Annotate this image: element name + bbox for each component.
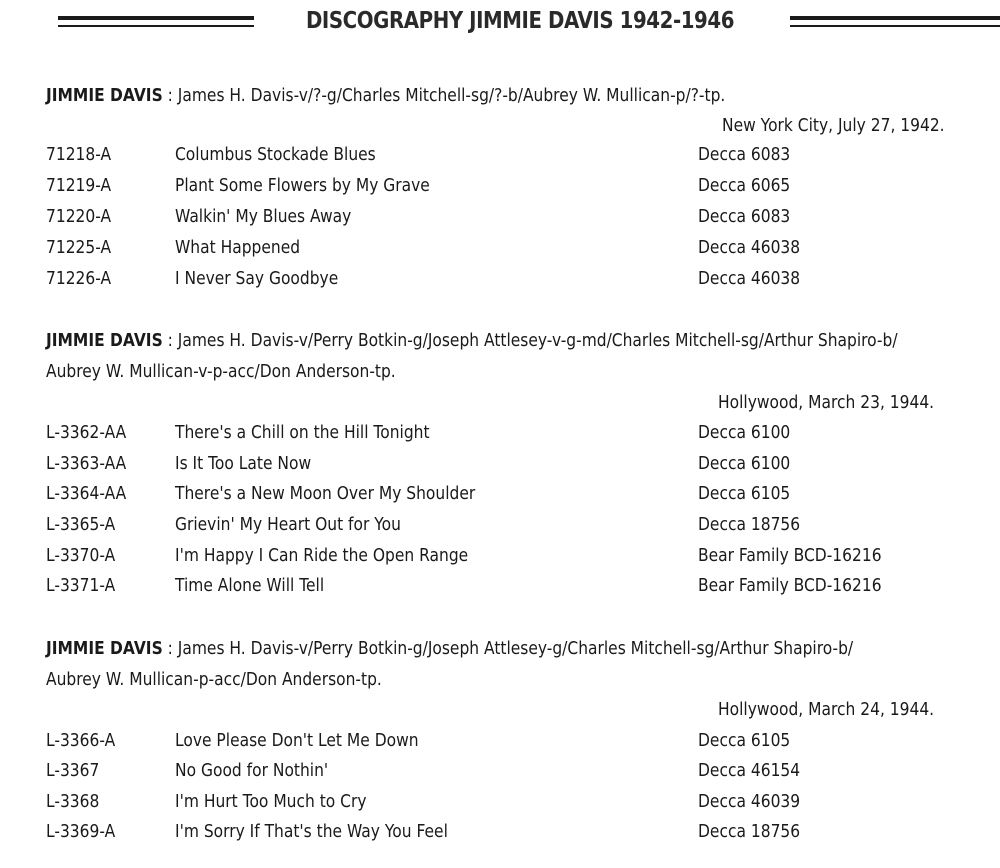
track-title: No Good for Nothin' xyxy=(175,760,329,781)
matrix-number: L-3363-AA xyxy=(46,453,127,474)
track-title: I'm Happy I Can Ride the Open Range xyxy=(175,545,469,566)
release-label: Decca 18756 xyxy=(698,821,801,842)
track-title: Plant Some Flowers by My Grave xyxy=(175,175,430,196)
personnel-line-2: Aubrey W. Mullican-p-acc/Don Anderson-tp. xyxy=(46,669,382,690)
title-bar xyxy=(0,0,1000,56)
release-label: Decca 46038 xyxy=(698,237,801,258)
separator: : xyxy=(162,85,178,106)
matrix-number: 71225-A xyxy=(46,237,112,258)
track-title: Grievin' My Heart Out for You xyxy=(175,514,401,535)
artist-name: JIMMIE DAVIS xyxy=(46,638,163,659)
matrix-number: L-3368 xyxy=(46,791,100,812)
release-label: Decca 46038 xyxy=(698,268,801,289)
track-row xyxy=(0,139,1000,170)
artist-name: JIMMIE DAVIS xyxy=(46,85,163,106)
personnel-line-1: James H. Davis-v/Perry Botkin-g/Joseph Attlesey-g/Charles Mitchell-sg/Arthur Shapiro-b/ xyxy=(177,638,854,659)
track-row xyxy=(0,570,1000,601)
track-row xyxy=(0,417,1000,448)
release-label: Decca 18756 xyxy=(698,514,801,535)
release-label: Decca 6065 xyxy=(698,175,791,196)
release-label: Bear Family BCD-16216 xyxy=(698,545,882,566)
track-row xyxy=(0,816,1000,847)
title-rule-right xyxy=(790,16,1000,20)
release-label: Decca 46154 xyxy=(698,760,801,781)
matrix-number: L-3369-A xyxy=(46,821,116,842)
track-row xyxy=(0,201,1000,232)
track-title: Is It Too Late Now xyxy=(175,453,312,474)
track-title: Love Please Don't Let Me Down xyxy=(175,730,419,751)
release-label: Decca 46039 xyxy=(698,791,801,812)
track-title: Time Alone Will Tell xyxy=(175,575,325,596)
track-title: I Never Say Goodbye xyxy=(175,268,339,289)
matrix-number: L-3364-AA xyxy=(46,483,127,504)
matrix-number: L-3362-AA xyxy=(46,422,127,443)
matrix-number: 71220-A xyxy=(46,206,112,227)
track-row xyxy=(0,448,1000,479)
track-row xyxy=(0,170,1000,201)
track-row xyxy=(0,509,1000,540)
session-place-date: Hollywood, March 24, 1944. xyxy=(718,699,935,720)
separator: : xyxy=(162,638,178,659)
release-label: Decca 6105 xyxy=(698,483,791,504)
personnel-line-1: James H. Davis-v/Perry Botkin-g/Joseph Attlesey-v-g-md/Charles Mitchell-sg/Arthur Shapiro-b/ xyxy=(177,330,898,351)
matrix-number: 71218-A xyxy=(46,144,112,165)
matrix-number: L-3366-A xyxy=(46,730,116,751)
separator: : xyxy=(162,330,178,351)
track-title: There's a Chill on the Hill Tonight xyxy=(175,422,430,443)
track-row xyxy=(0,540,1000,571)
track-row xyxy=(0,232,1000,263)
track-row xyxy=(0,786,1000,817)
release-label: Decca 6100 xyxy=(698,453,791,474)
track-row xyxy=(0,263,1000,294)
session-header xyxy=(46,325,898,356)
track-row xyxy=(0,755,1000,786)
matrix-number: 71226-A xyxy=(46,268,112,289)
track-title: I'm Sorry If That's the Way You Feel xyxy=(175,821,448,842)
personnel-line-2: Aubrey W. Mullican-v-p-acc/Don Anderson-tp. xyxy=(46,361,396,382)
page-title: DISCOGRAPHY JIMMIE DAVIS 1942-1946 xyxy=(305,8,735,34)
session-place-date: Hollywood, March 23, 1944. xyxy=(718,392,935,413)
track-row xyxy=(0,725,1000,756)
release-label: Decca 6083 xyxy=(698,206,791,227)
session-header xyxy=(46,633,853,664)
release-label: Bear Family BCD-16216 xyxy=(698,575,882,596)
release-label: Decca 6105 xyxy=(698,730,791,751)
track-title: Columbus Stockade Blues xyxy=(175,144,376,165)
release-label: Decca 6083 xyxy=(698,144,791,165)
session-header xyxy=(46,80,725,111)
session-place-date: New York City, July 27, 1942. xyxy=(722,115,945,136)
matrix-number: L-3370-A xyxy=(46,545,116,566)
track-row xyxy=(0,478,1000,509)
personnel-line-1: James H. Davis-v/?-g/Charles Mitchell-sg/?-b/Aubrey W. Mullican-p/?-tp. xyxy=(177,85,726,106)
track-title: Walkin' My Blues Away xyxy=(175,206,352,227)
track-title: I'm Hurt Too Much to Cry xyxy=(175,791,367,812)
artist-name: JIMMIE DAVIS xyxy=(46,330,163,351)
matrix-number: L-3371-A xyxy=(46,575,116,596)
matrix-number: 71219-A xyxy=(46,175,112,196)
title-rule-left xyxy=(58,16,254,20)
track-title: What Happened xyxy=(175,237,301,258)
track-title: There's a New Moon Over My Shoulder xyxy=(175,483,476,504)
matrix-number: L-3365-A xyxy=(46,514,116,535)
matrix-number: L-3367 xyxy=(46,760,100,781)
release-label: Decca 6100 xyxy=(698,422,791,443)
